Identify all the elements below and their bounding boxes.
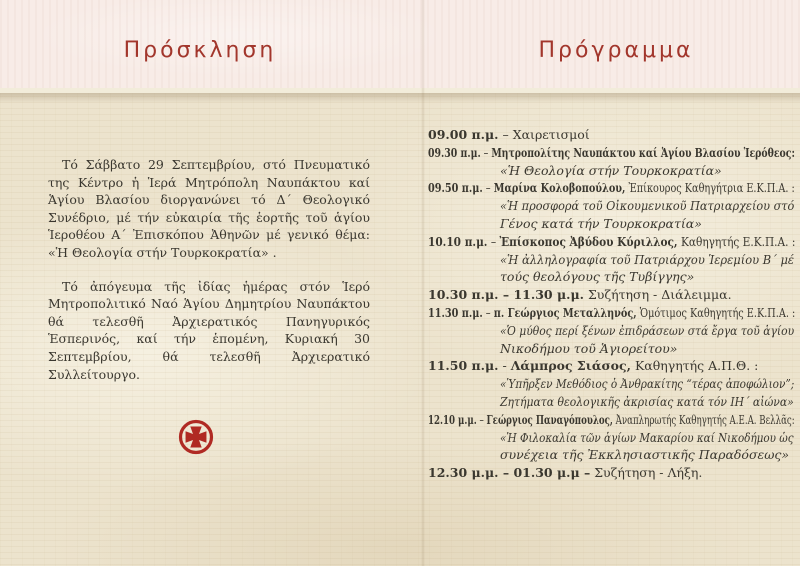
entry-text: Συζήτηση - Διάλειμμα. [587, 287, 732, 303]
entry-time: 09.00 π.μ. [428, 127, 499, 142]
entry-role: Καθηγητής Ε.Κ.Π.Α. : [680, 233, 796, 249]
cross-in-circle-icon [177, 418, 215, 456]
program-entry [428, 357, 795, 410]
entry-text: Χαιρετισμοί [512, 127, 590, 142]
program-entry [428, 464, 795, 482]
entry-speaker: Μητροπολίτης Ναυπάκτου καί Ἁγίου Βλασίου Ἱερόθεος: [491, 144, 795, 160]
entry-speaker: Γεώργιος Παναγόπουλος, [486, 411, 613, 427]
entry-topic-line: συνέχεια τῆς Ἐκκλησιαστικῆς Παραδόσεως» [500, 447, 790, 463]
entry-text: Συζήτηση - Λήξη. [594, 465, 703, 481]
entry-speaker: π. Γεώργιος Μεταλληνός, [493, 304, 637, 320]
invitation-paragraph: Τό ἀπόγευμα τῆς ἰδίας ἡμέρας στόν Ἱερό Μητροπολιτικό Ναό Ἁγίου Δημητρίου Ναυπάκτου θά τελεσθῆ Ἀρχιερατικός Πανηγυρικός Ἑσπερινός, καί τήν ἑπομένη, Κυριακή 30 Σεπτεμβρίου, θά τελεσθῆ Ἀρχιερατικό Συλλείτουργο. [48, 278, 370, 382]
program-entry-head [428, 304, 796, 322]
entry-topic-line: «Ἡ Φιλοκαλία τῶν ἁγίων Μακαρίου καί Νικοδήμου ὡς [500, 429, 794, 445]
program-entry [428, 179, 795, 232]
invitation-title: Πρόσκληση [123, 38, 277, 63]
entry-topic-line: Γένος κατά τήν Τουρκοκρατία» [500, 215, 702, 231]
entry-separator: – [483, 144, 489, 160]
byzantine-cross-emblem [177, 418, 215, 456]
program-title: Πρόγραμμα [538, 38, 694, 63]
program-list [428, 126, 795, 482]
invitation-text-block [48, 156, 370, 399]
program-entry-head [428, 464, 795, 482]
entry-separator: – [490, 233, 497, 249]
program-entry-head [428, 179, 795, 197]
entry-speaker: Ἐπίσκοπος Ἀβύδου Κύριλλος, [499, 233, 678, 249]
entry-topic-line: «Ὑπῆρξεν Μεθόδιος ὁ Ἀνθρακίτης “τέρας ἀποφώλιον”; [500, 376, 795, 392]
entry-separator: – [502, 127, 509, 142]
program-entry-head [428, 233, 796, 251]
program-entry [428, 233, 795, 286]
program-entry-head [428, 357, 795, 375]
entry-speaker: Λάμπρος Σιάσος, [510, 358, 631, 374]
band-drop-shadow [0, 93, 800, 103]
fold-crease [421, 0, 425, 566]
entry-time: 09.50 π.μ. [428, 180, 483, 196]
entry-topic-line: «Ἡ Θεολογία στήν Τουρκοκρατία» [500, 162, 722, 178]
entry-separator: - [502, 358, 507, 374]
entry-separator: – [485, 304, 491, 320]
program-entry-head [428, 126, 795, 144]
entry-role: Ἐπίκουρος Καθηγήτρια Ε.Κ.Π.Α. : [628, 180, 795, 196]
program-entry-head [428, 286, 795, 304]
entry-speaker: Μαρίνα Κολοβοπούλου, [493, 180, 626, 196]
entry-role: Ἀναπληρωτής Καθηγητής Α.Ε.Α. Βελλᾶς: [615, 411, 795, 427]
entry-time: 11.50 π.μ. [428, 358, 499, 374]
entry-role: Ὁμότιμος Καθηγητής Ε.Κ.Π.Α. : [639, 304, 796, 320]
program-entry [428, 304, 795, 357]
entry-separator: – [479, 411, 484, 427]
entry-role: Καθηγητής Α.Π.Θ. : [634, 358, 759, 374]
program-entry-head [428, 144, 795, 162]
entry-separator: – [485, 180, 491, 196]
entry-topic-line: «Ἡ προσφορά τοῦ Οἰκουμενικοῦ Πατριαρχείου στό [500, 198, 795, 214]
entry-time: 09.30 π.μ. [428, 144, 481, 160]
program-entry-head [428, 411, 795, 429]
program-entry [428, 126, 795, 144]
entry-time: 12.30 μ.μ. – 01.30 μ.μ – [428, 465, 591, 481]
entry-time: 12.10 μ.μ. [428, 411, 477, 427]
entry-topic-line: τούς θεολόγους τῆς Τυβίγγης» [500, 269, 695, 285]
entry-topic-line: Νικοδήμου τοῦ Ἁγιορείτου» [500, 340, 678, 356]
entry-topic-line: «Ἡ ἀλληλογραφία τοῦ Πατριάρχου Ἱερεμίου Β´ μέ [500, 251, 795, 267]
program-entry [428, 144, 795, 180]
invitation-paragraph: Τό Σάββατο 29 Σεπτεμβρίου, στό Πνευματικό της Κέντρο ἡ Ἱερά Μητρόπολη Ναυπάκτου καί Ἁγίου Βλασίου διοργανώνει τό Δ´ Θεολογικό Συνέδριο, μέ τήν εὐκαιρία τῆς ἑορτῆς τοῦ ἁγίου Ἱεροθέου Α´ Ἐπισκόπου Ἀθηνῶν μέ γενικό θέμα: «Ἡ Θεολογία στήν Τουρκοκρατία» . [48, 157, 370, 260]
entry-time: 11.30 π.μ. [428, 304, 483, 320]
entry-time: 10.30 π.μ. – 11.30 μ.μ. [428, 287, 584, 303]
entry-time: 10.10 π.μ. [428, 233, 488, 249]
entry-topic-line: Ζητήματα θεολογικῆς ἀκρισίας κατά τόν ΙΗ´ αἰώνα» [500, 393, 794, 409]
program-entry [428, 411, 795, 464]
entry-topic-line: «Ὁ μύθος περί ξένων ἐπιδράσεων στά ἔργα τοῦ ἁγίου [500, 322, 795, 338]
program-entry [428, 286, 795, 304]
